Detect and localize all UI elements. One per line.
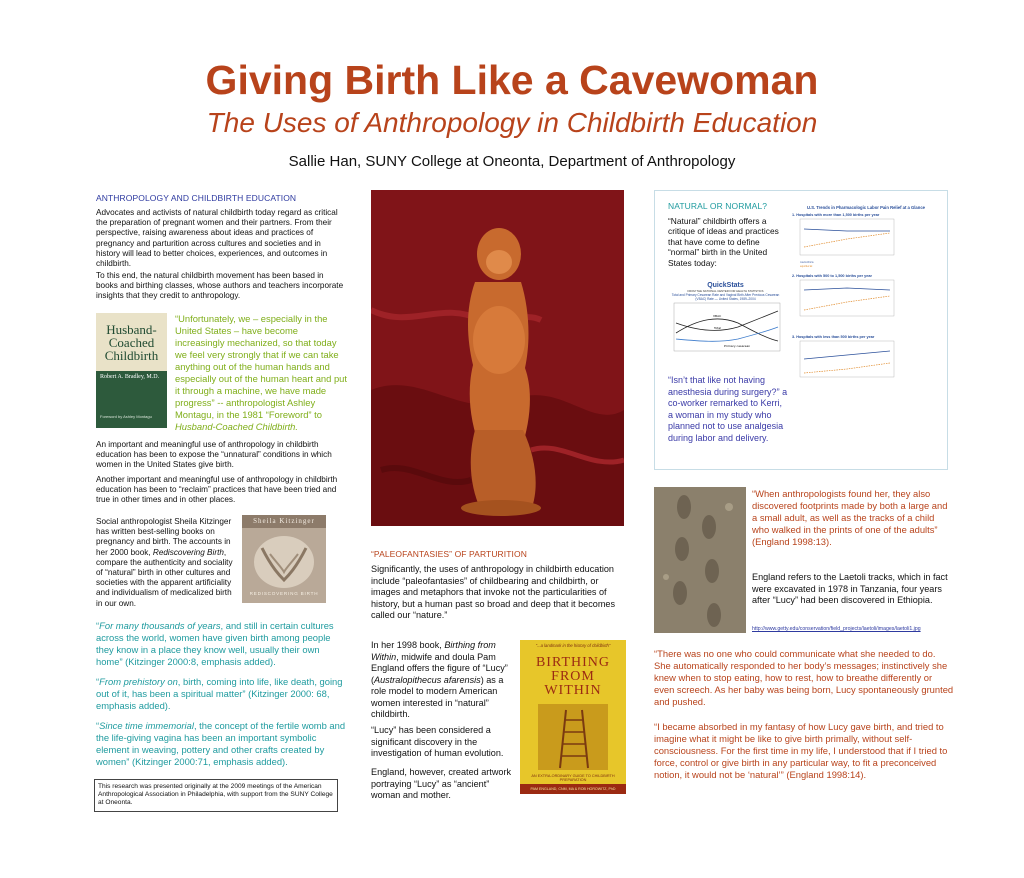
trends-chart1-title: 1. Hospitals with more than 1,500 births per year [792,213,880,217]
middle-paragraph-4: England, however, created artwork portraying “Lucy” as “ancient” woman and mother. [371,767,512,800]
middle-paragraph-2: In her 1998 book, Birthing from Within, midwife and doula Pam England offers the figure of “Lucy” (Australopithecus afarensis) as a role model to modern American women interested in “natural” childbirth. [371,640,508,719]
laetoli-footprints-photo [654,487,746,633]
left-paragraph-1: Advocates and activists of natural childbirth today regard as critical the preparation of pregnant women and their partners. From their perspective, raising awareness about ideas and practices of pregnancy and parturition across cultures and societies and in history will lead to better choices, experiences, and outcomes in childbirth. [96,208,338,269]
middle-paragraph-1: Significantly, the uses of anthropology in childbirth education include “paleofantasies” of childbearing and childbirth, or images and metaphors that invoke not the particularities of history, but a human past so broad and deep that it becomes called our “nature.” [371,564,615,620]
book-cover-husband-coached [96,313,167,428]
kitzinger-quote-1: “For many thousands of years, and still in certain cultures across the world, women have given birth among people they know in a place they know well, usually their own home” (Kitzinger 2000:8, emphasis added). [96,620,334,667]
anthropologists-quote: “When anthropologists found her, they also discovered footprints made by both a large and a small adult, as well as the tracks of a child who walked in the prints of one of the adults” (England 1998:13). [752,488,948,547]
qs-label-vbac: VBAC [713,314,722,318]
book1-foreword: Foreword by Ashley Montagu [100,414,152,419]
kitzinger-quote-3: “Since time immemorial, the concept of the fertile womb and the life-giving vagina has been an important symbolic element in weaving, pottery and other crafts created by women” (Kitzinger 2000:71, emphasis added). [96,720,346,767]
poster-title: Giving Birth Like a Cavewoman [205,57,819,103]
section-heading-anthropology: ANTHROPOLOGY AND CHILDBIRTH EDUCATION [96,193,297,203]
book1-author: Robert A. Bradley, M.D. [100,374,160,380]
trends-chart-3 [792,339,940,391]
laetoli-paragraph: England refers to the Laetoli tracks, which in fact were excavated in 1978 in Tanzania, four years after “Lucy” had been discovered in Ethiopia. [752,572,948,605]
section-heading-paleofantasies: “PALEOFANTASIES” OF PARTURITION [371,549,527,559]
book3-blurb: “...a landmark in the history of childbirth” [535,643,611,648]
quickstats-org: FROM THE NATIONAL CENTER FOR HEALTH STATISTICS [687,289,764,293]
lucy-quote-2: “I became absorbed in my fantasy of how Lucy gave birth, and tried to imagine what it might be like to give birth primally, without self-consciousness. For the first time in my life, I understood that if I tried to force, control or give birth in any particular way, to fit a preconceived notion, it would not be ‘natural’” (England 1998:14). [654,721,948,780]
qs-label-total: Total [714,326,722,330]
trends-chart-2 [792,278,940,330]
section-heading-natural-normal: NATURAL OR NORMAL? [668,201,768,211]
trends-chart-1 [792,217,940,269]
left-paragraph-3: An important and meaningful use of anthropology in childbirth education has been to expose the “unnatural” conditions in which women in the United States give birth. [96,440,332,470]
laetoli-image-link[interactable]: http://www.getty.edu/conservation/field_projects/laetoli/images/laetoli1.jpg [752,626,921,632]
trends-legend-epidural: epidural [800,264,813,268]
trends-legend-narcotics: narcotics [800,260,814,264]
kitzinger-book-title: Rediscovering Birth [152,547,224,557]
lucy-quote-1: “There was no one who could communicate what she needed to do. She automatically responded to her body’s messages; instinctively she knew when to stop eating, how to rest, how to breathe differently or even screech. As her baby was being born, Lucy spontaneously grunted and pushed. [654,648,954,707]
trends-chart2-title: 2. Hospitals with 500 to 1,500 births per year [792,274,872,278]
trends-title: U.S. Trends in Pharmacologic Labor Pain Relief at a Glance [807,205,925,210]
left-paragraph-2: To this end, the natural childbirth movement has been based in books and birthing classes, whose authors and teachers incorporate insights that they credit to anthropology. [96,271,344,301]
qs-label-primary: Primary cesarean [724,344,751,348]
book1-title-line3: Childbirth [104,348,159,363]
acknowledgement-note: This research was presented originally at the 2009 meetings of the American Anthropological Association in Philadelphia, with support from the SUNY College at Oneonta. [94,779,338,812]
book2-title: REDISCOVERING BIRTH [249,591,319,596]
quickstats-title: QuickStats [707,282,744,289]
book3-line1: BIRTHING [535,655,611,670]
ladder-illustration [538,704,608,770]
montagu-book-title: Husband-Coached Childbirth. [175,421,298,432]
kitzinger-paragraph: Social anthropologist Sheila Kitzinger has written best-selling books on pregnancy and birth. The accounts in her 2000 book, Rediscovering Birth, compare the authenticity and sociality of “natural” birth in other cultures and societies with the apparent artificiality and individualism of medicalized birth in our own. [96,517,233,608]
book-cover-birthing-from-within [520,640,626,794]
cavewoman-statue-photo [371,190,624,526]
left-paragraph-4: Another important and meaningful use of anthropology in childbirth education has been to “reclaim” practices that have been tried and true in other times and in other places. [96,475,338,505]
book1-title-line1: Husband- [106,322,157,337]
quickstats-plot [668,301,783,359]
quickstats-chart-title: Total and Primary Cesarean Rate and Vaginal Birth After Previous Cesarean (VBAC) Rate — United States, 1989–2004 [671,293,780,301]
poster-subtitle: The Uses of Anthropology in Childbirth Education [206,107,818,138]
book3-subtitle: AN EXTRA-ORDINARY GUIDE TO CHILDBIRTH PREPARATION [531,774,615,782]
middle-paragraph-3: “Lucy” has been considered a significant discovery in the investigation of human evolution. [371,725,504,758]
montagu-quote: “Unfortunately, we – especially in the United States – have become increasingly mechanized, so that today we feel very strongly that if we can take anything out of the human hands and especially out of the human heart and put it through a machine, we have made progress” -- anthropologist Ashley Montagu, in the 1981 “Foreword” to Husband-Coached Childbirth. [175,313,347,432]
pain-relief-trends [792,205,940,455]
hands-belly-image [242,528,326,590]
book2-author: Sheila Kitzinger [242,515,326,528]
natural-paragraph: “Natural” childbirth offers a critique of ideas and practices that have come to define “normal” birth in the United States today: [668,216,779,268]
poster-author: Sallie Han, SUNY College at Oneonta, Department of Anthropology [288,153,736,170]
anesthesia-quote: “Isn’t that like not having anesthesia during surgery?” a co-worker remarked to Kerri, a woman in my study who planned not to use analgesia during labor and delivery. [668,375,788,443]
trends-chart3-title: 3. Hospitals with less than 500 births per year [792,335,875,339]
book3-line3: WITHIN [544,683,602,698]
book-cover-rediscovering-birth [242,515,326,603]
kitzinger-quote-2: “From prehistory on, birth, coming into life, like death, going out of it, has been a spiritual matter” (Kitzinger 2000: 68, emphasis added). [96,676,343,711]
book1-title-line2: Coached [108,335,155,350]
quickstats-chart [668,282,783,370]
book3-authors: PAM ENGLAND, CNM, MA & ROB HOROWITZ, PhD [520,784,626,794]
book3-line2: FROM [551,669,595,684]
